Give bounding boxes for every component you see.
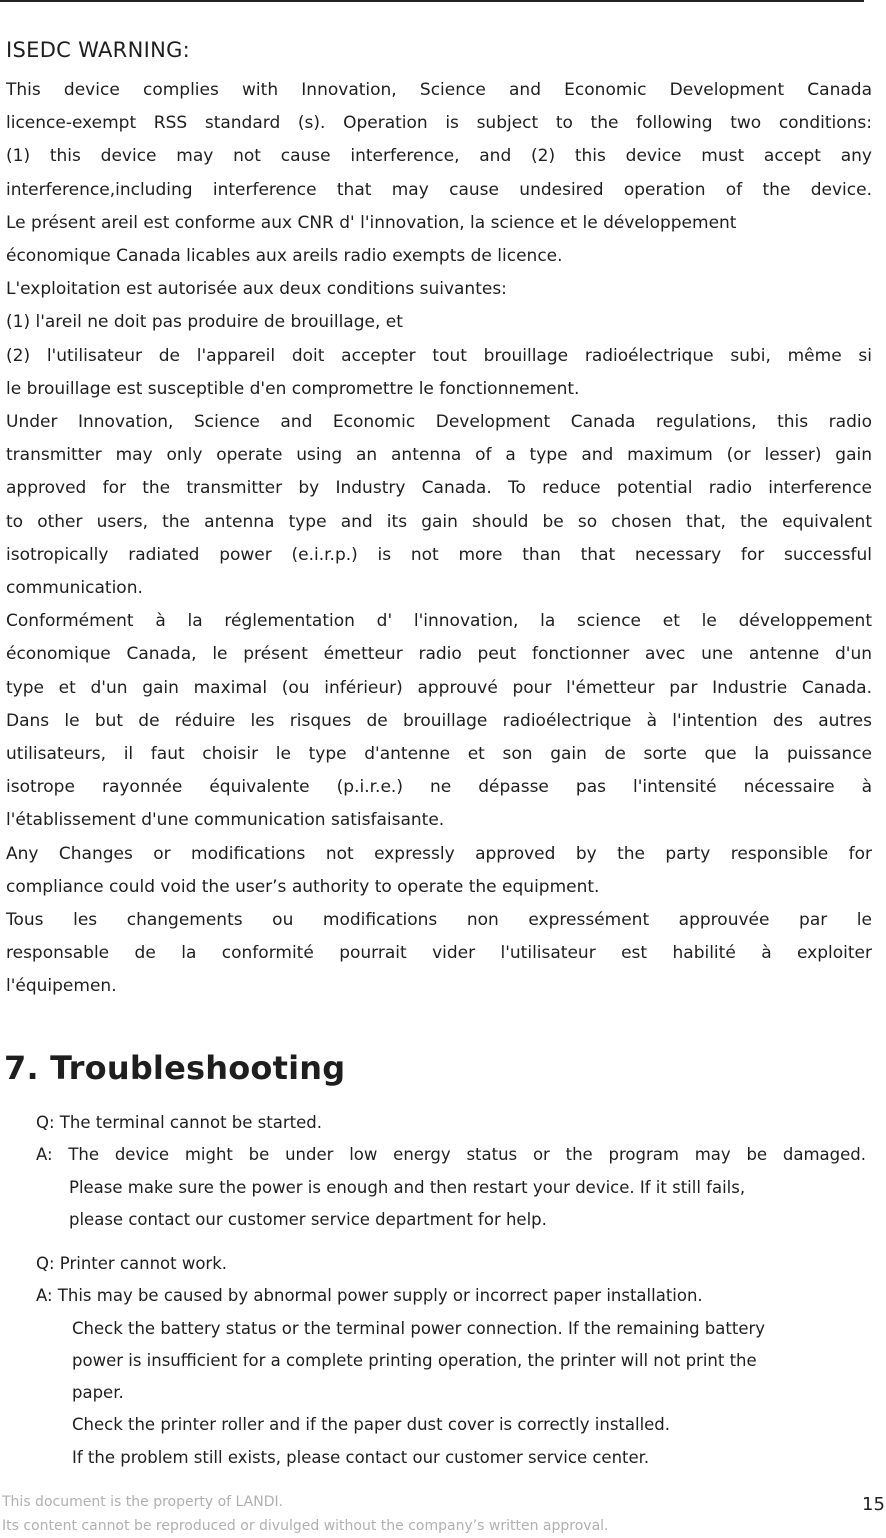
paragraph-line: (2) l'utilisateur de l'appareil doit accepter tout brouillage radioélectrique subi, même si (6, 345, 872, 366)
faq-answer-line: paper. (72, 1383, 124, 1403)
faq-printer (36, 1248, 866, 1474)
paragraph-line: Under Innovation, Science and Economic Development Canada regulations, this radio (6, 412, 872, 433)
paragraph-line: Any Changes or modifications not expressly approved by the party responsible for (6, 843, 872, 864)
paragraph-line: isotrope rayonnée équivalente (p.i.r.e.) ne dépasse pas l'intensité nécessaire à (6, 777, 872, 798)
paragraph-line: responsable de la conformité pourrait vider l'utilisateur est habilité à exploiter (6, 943, 872, 964)
paragraph-line: (1) l'areil ne doit pas produire de brouillage, et (6, 312, 403, 333)
page-number: 15 (862, 1494, 885, 1515)
paragraph-line: licence-exempt RSS standard (s). Operation is subject to the following two conditions: (6, 113, 872, 134)
faq-question: Q: Printer cannot work. (36, 1254, 228, 1273)
paragraph-line: Tous les changements ou modifications non expressément approuvée par le (6, 910, 872, 931)
paragraph-line: le brouillage est susceptible d'en compromettre le fonctionnement. (6, 378, 580, 399)
faq-answer-line: If the problem still exists, please contact our customer service center. (72, 1447, 650, 1467)
paragraph-line: type et d'un gain maximal (ou inférieur) approuvé pour l'émetteur par Industrie Canada. (6, 677, 872, 698)
paragraph-line: l'équipemen. (6, 976, 117, 997)
paragraph-line: compliance could void the user’s authority to operate the equipment. (6, 876, 600, 897)
footer-line: Its content cannot be reproduced or divulged without the company’s written approval. (2, 1518, 609, 1534)
paragraph-line: This device complies with Innovation, Science and Economic Development Canada (6, 80, 872, 100)
paragraph-line: économique Canada, le présent émetteur radio peut fonctionner avec une antenne d'un (6, 644, 872, 665)
faq-terminal-start (36, 1107, 866, 1236)
footer-notice (2, 1490, 609, 1538)
faq-answer-line: power is insufficient for a complete printing operation, the printer will not print the (72, 1350, 757, 1370)
troubleshooting-title: 7. Troubleshooting (4, 1049, 346, 1087)
paragraph-line: Conformément à la réglementation d' l'innovation, la science et le développement (6, 611, 872, 632)
paragraph-line: to other users, the antenna type and its gain should be so chosen that, the equivalent (6, 511, 872, 532)
paragraph-line: interference,including interference that may cause undesired operation of the device. (6, 179, 872, 200)
top-rule (0, 0, 864, 2)
faq-answer-line: Check the battery status or the terminal power connection. If the remaining battery (72, 1318, 766, 1338)
paragraph-line: communication. (6, 578, 143, 599)
paragraph-line: isotropically radiated power (e.i.r.p.) is not more than that necessary for successful (6, 544, 872, 565)
paragraph-line: (1) this device may not cause interference, and (2) this device must accept any (6, 146, 872, 167)
paragraph-line: approved for the transmitter by Industry Canada. To reduce potential radio interference (6, 478, 872, 499)
faq-answer-line: A: This may be caused by abnormal power supply or incorrect paper installation. (36, 1286, 703, 1306)
isedc-body (6, 74, 872, 1004)
faq-answer-line: A: The device might be under low energy status or the program may be damaged. (36, 1145, 866, 1165)
paragraph-line: utilisateurs, il faut choisir le type d'antenne et son gain de sorte que la puissance (6, 744, 872, 765)
isedc-heading: ISEDC WARNING: (6, 38, 191, 62)
paragraph-line: l'établissement d'une communication satisfaisante. (6, 810, 445, 831)
paragraph-line: Dans le but de réduire les risques de brouillage radioélectrique à l'intention des autres (6, 710, 872, 731)
paragraph-line: Le présent areil est conforme aux CNR d' l'innovation, la science et le développement (6, 212, 737, 233)
faq-question: Q: The terminal cannot be started. (36, 1113, 322, 1132)
faq-answer-line: please contact our customer service department for help. (69, 1209, 547, 1229)
footer-line: This document is the property of LANDI. (2, 1494, 284, 1510)
faq-answer-line: Please make sure the power is enough and then restart your device. If it still fails, (69, 1177, 746, 1197)
paragraph-line: économique Canada licables aux areils radio exempts de licence. (6, 246, 563, 267)
paragraph-line: transmitter may only operate using an antenna of a type and maximum (or lesser) gain (6, 445, 872, 466)
faq-answer-line: Check the printer roller and if the paper dust cover is correctly installed. (72, 1415, 671, 1435)
paragraph-line: L'exploitation est autorisée aux deux conditions suivantes: (6, 279, 507, 300)
